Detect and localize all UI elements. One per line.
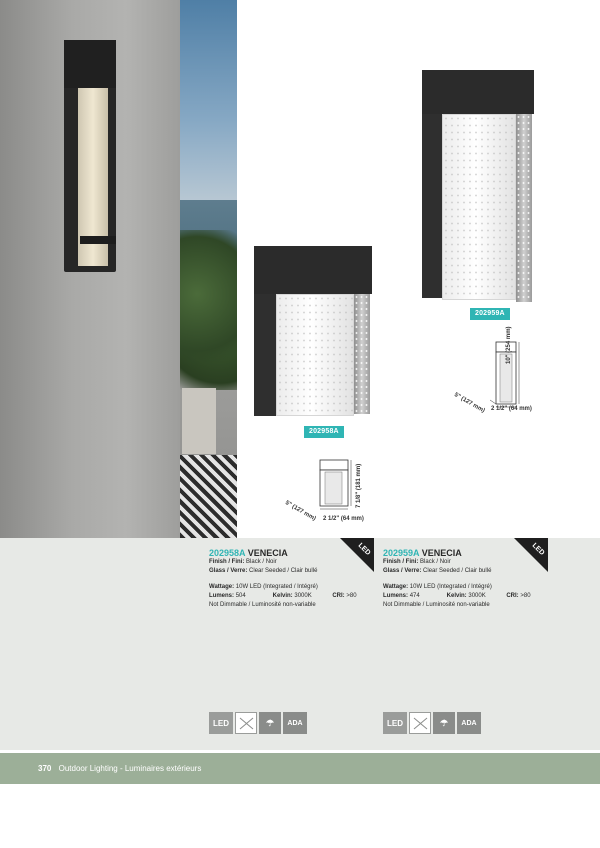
patterned-floor [180,455,237,538]
lifestyle-photo [0,0,237,538]
page-footer [0,753,600,784]
led-corner-badge: LED [514,538,548,572]
section-title: Outdoor Lighting - Luminaires extérieurs [58,764,202,773]
sky [180,0,237,200]
product-title: 202959A VENECIA [383,548,462,558]
feature-icons-202959A [383,712,481,734]
plant [180,230,237,390]
not-dimmable-icon [235,712,257,734]
spec-block-202958A: 202958A VENECIA Finish / Fini: Black / Noir Glass / Verre: Clear Seeded / Clair bullé Wattage: 10W LED (Integrated / Intégré) Lumens: 504 Kelvin: 3000K CRI: >80 Not Dimmable / Luminosité non-variable [209,546,389,610]
ada-icon: ADA [283,712,307,734]
led-corner-badge: LED [340,538,374,572]
wet-location-icon: ☂ [433,712,455,734]
dimension-height: 7 1/8" (181 mm) [356,463,362,508]
led-icon: LED [209,712,233,734]
product-image-202958A [254,246,372,418]
led-icon: LED [383,712,407,734]
wet-location-icon: ☂ [259,712,281,734]
dimension-depth: 5" (127 mm) [284,500,317,523]
product-title: 202958A VENECIA [209,548,288,558]
ada-icon: ADA [457,712,481,734]
spec-block-202959A: 202959A VENECIA Finish / Fini: Black / Noir Glass / Verre: Clear Seeded / Clair bullé Wattage: 10W LED (Integrated / Intégré) Lumens: 474 Kelvin: 3000K CRI: >80 Not Dimmable / Luminosité non-variable [383,546,563,610]
product-code-tag: 202959A [470,308,510,320]
planter-pot [182,388,216,454]
dimension-drawing-202958A [314,458,354,510]
page-number: 370 [38,764,52,773]
not-dimmable-icon [409,712,431,734]
product-code-tag: 202958A [304,426,344,438]
feature-icons-202958A [209,712,307,734]
dimension-depth: 5" (127 mm) [453,392,486,415]
dimension-width: 2 1/2" (64 mm) [491,406,532,412]
installed-fixture [64,40,116,272]
dimension-height: 10" (254 mm) [506,326,512,364]
dimension-drawing-202959A [486,340,522,410]
product-image-202959A [422,70,534,302]
dimension-width: 2 1/2" (64 mm) [323,516,364,522]
